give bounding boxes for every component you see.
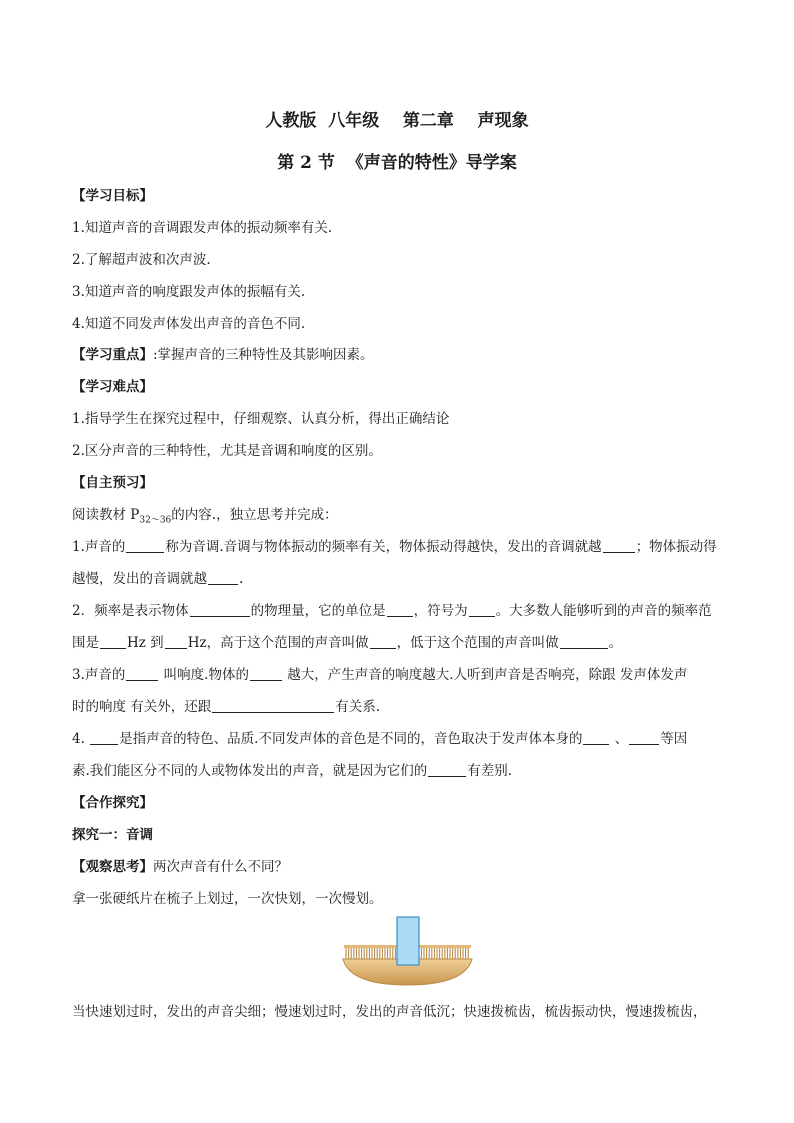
observe-question: 两次声音有什么不同？ (153, 859, 288, 875)
q-text: 。大多数人能够听到的声音的频率范 (495, 603, 712, 619)
q-text: 4. (72, 731, 90, 747)
q-text: 叫响度.物体的 (159, 667, 249, 683)
q-text: . (239, 571, 244, 587)
objective-item: 1.知道声音的音调跟发声体的振动频率有关. (72, 220, 333, 236)
preview-intro-text: 的内容.，独立思考并完成： (171, 507, 338, 523)
q-text: 素.我们能区分不同的人或物体发出的声音，就是因为它们的 (72, 763, 428, 779)
answer-blank[interactable] (387, 603, 413, 617)
key-points (72, 346, 732, 364)
instruction-text: 拿一张硬纸片在梳子上划过，一次快划，一次慢划。 (72, 891, 383, 907)
question-2-line-2 (72, 634, 732, 652)
difficulty-item: 2.区分声音的三种特性，尤其是音调和响度的区别。 (72, 443, 382, 459)
question-3-line-2 (72, 698, 732, 716)
q-text: Hz，高于这个范围的声音叫做 (187, 635, 369, 651)
cooperation-heading: 【合作探究】 (72, 795, 153, 811)
difficulty-item: 1.指导学生在探究过程中，仔细观察、认真分析，得出正确结论 (72, 411, 450, 427)
q-text: 越慢，发出的音调就越 (72, 571, 207, 587)
objectives-heading: 【学习目标】 (72, 188, 153, 204)
answer-blank[interactable] (126, 667, 158, 681)
q-text: 有关系. (335, 699, 381, 715)
q-text: 等因 (660, 731, 688, 747)
answer-blank[interactable] (208, 571, 238, 585)
answer-blank[interactable] (560, 635, 608, 649)
objective-item: 2.了解超声波和次声波. (72, 252, 211, 268)
q-text: 2．频率是表示物体 (72, 603, 189, 619)
q-text: 3.声音的 (72, 667, 126, 683)
explore-1-heading: 探究一：音调 (72, 827, 153, 843)
result-text: 当快速划过时，发出的声音尖细；慢速划过时，发出的声音低沉；快速拨梳齿，梳齿振动快，慢速拨梳齿， (72, 1004, 707, 1020)
objective-item: 4.知道不同发声体发出声音的音色不同. (72, 316, 306, 332)
answer-blank[interactable] (629, 731, 659, 745)
paper-card (397, 917, 419, 965)
q-text: 。 (608, 635, 623, 651)
answer-blank[interactable] (190, 603, 250, 617)
q-text: Hz 到 (127, 635, 164, 651)
q-text: 越大，产生声音的响度越大.人听到声音是否响亮，除跟 发声体发声 (282, 667, 688, 683)
question-1-line-1 (72, 538, 732, 556)
q-text: 、 (610, 731, 629, 747)
question-2-line-1 (72, 602, 732, 620)
answer-blank[interactable] (583, 731, 609, 745)
answer-blank[interactable] (126, 539, 164, 553)
question-3-line-1 (72, 666, 732, 684)
observe-heading: 【观察思考】 (72, 859, 153, 875)
comb-illustration (340, 915, 475, 987)
observe-line (72, 858, 732, 876)
q-text: 称为音调.音调与物体振动的频率有关，物体振动得越快，发出的音调就越 (165, 539, 602, 555)
answer-blank[interactable] (603, 539, 635, 553)
q-text: 时的响度 有关外，还跟 (72, 699, 212, 715)
q-text: 有差别. (467, 763, 513, 779)
answer-blank[interactable] (90, 731, 118, 745)
question-4-line-2 (72, 762, 732, 780)
q-text: 是指声音的特色、品质.不同发声体的音色是不同的，音色取决于发声体本身的 (119, 731, 583, 747)
q-text: 围是 (72, 635, 99, 651)
q-text: 的物理量，它的单位是 (250, 603, 386, 619)
page-range: 32～36 (139, 515, 172, 526)
document-title: 人教版 八年级 第二章 声现象 (265, 111, 529, 131)
preview-heading: 【自主预习】 (72, 475, 153, 491)
q-text: ，低于这个范围的声音叫做 (396, 635, 559, 651)
answer-blank[interactable] (370, 635, 396, 649)
question-4-line-1 (72, 730, 732, 748)
q-text: ；物体振动得 (635, 539, 717, 555)
key-points-heading: 【学习重点】 (72, 347, 153, 363)
q-text: ，符号为 (413, 603, 468, 619)
q-text: 1.声音的 (72, 539, 126, 555)
answer-blank[interactable] (165, 635, 187, 649)
answer-blank[interactable] (469, 603, 495, 617)
preview-intro-text: 阅读教材 P (72, 507, 140, 523)
question-1-line-2 (72, 570, 732, 588)
answer-blank[interactable] (428, 763, 466, 777)
answer-blank[interactable] (212, 699, 334, 713)
answer-blank[interactable] (100, 635, 126, 649)
difficulties-heading: 【学习难点】 (72, 379, 153, 395)
key-points-text: :掌握声音的三种特性及其影响因素。 (153, 347, 374, 363)
objective-item: 3.知道声音的响度跟发声体的振幅有关. (72, 284, 306, 300)
answer-blank[interactable] (250, 667, 282, 681)
preview-intro (72, 506, 732, 530)
document-subtitle: 第 2 节 《声音的特性》导学案 (277, 153, 517, 173)
